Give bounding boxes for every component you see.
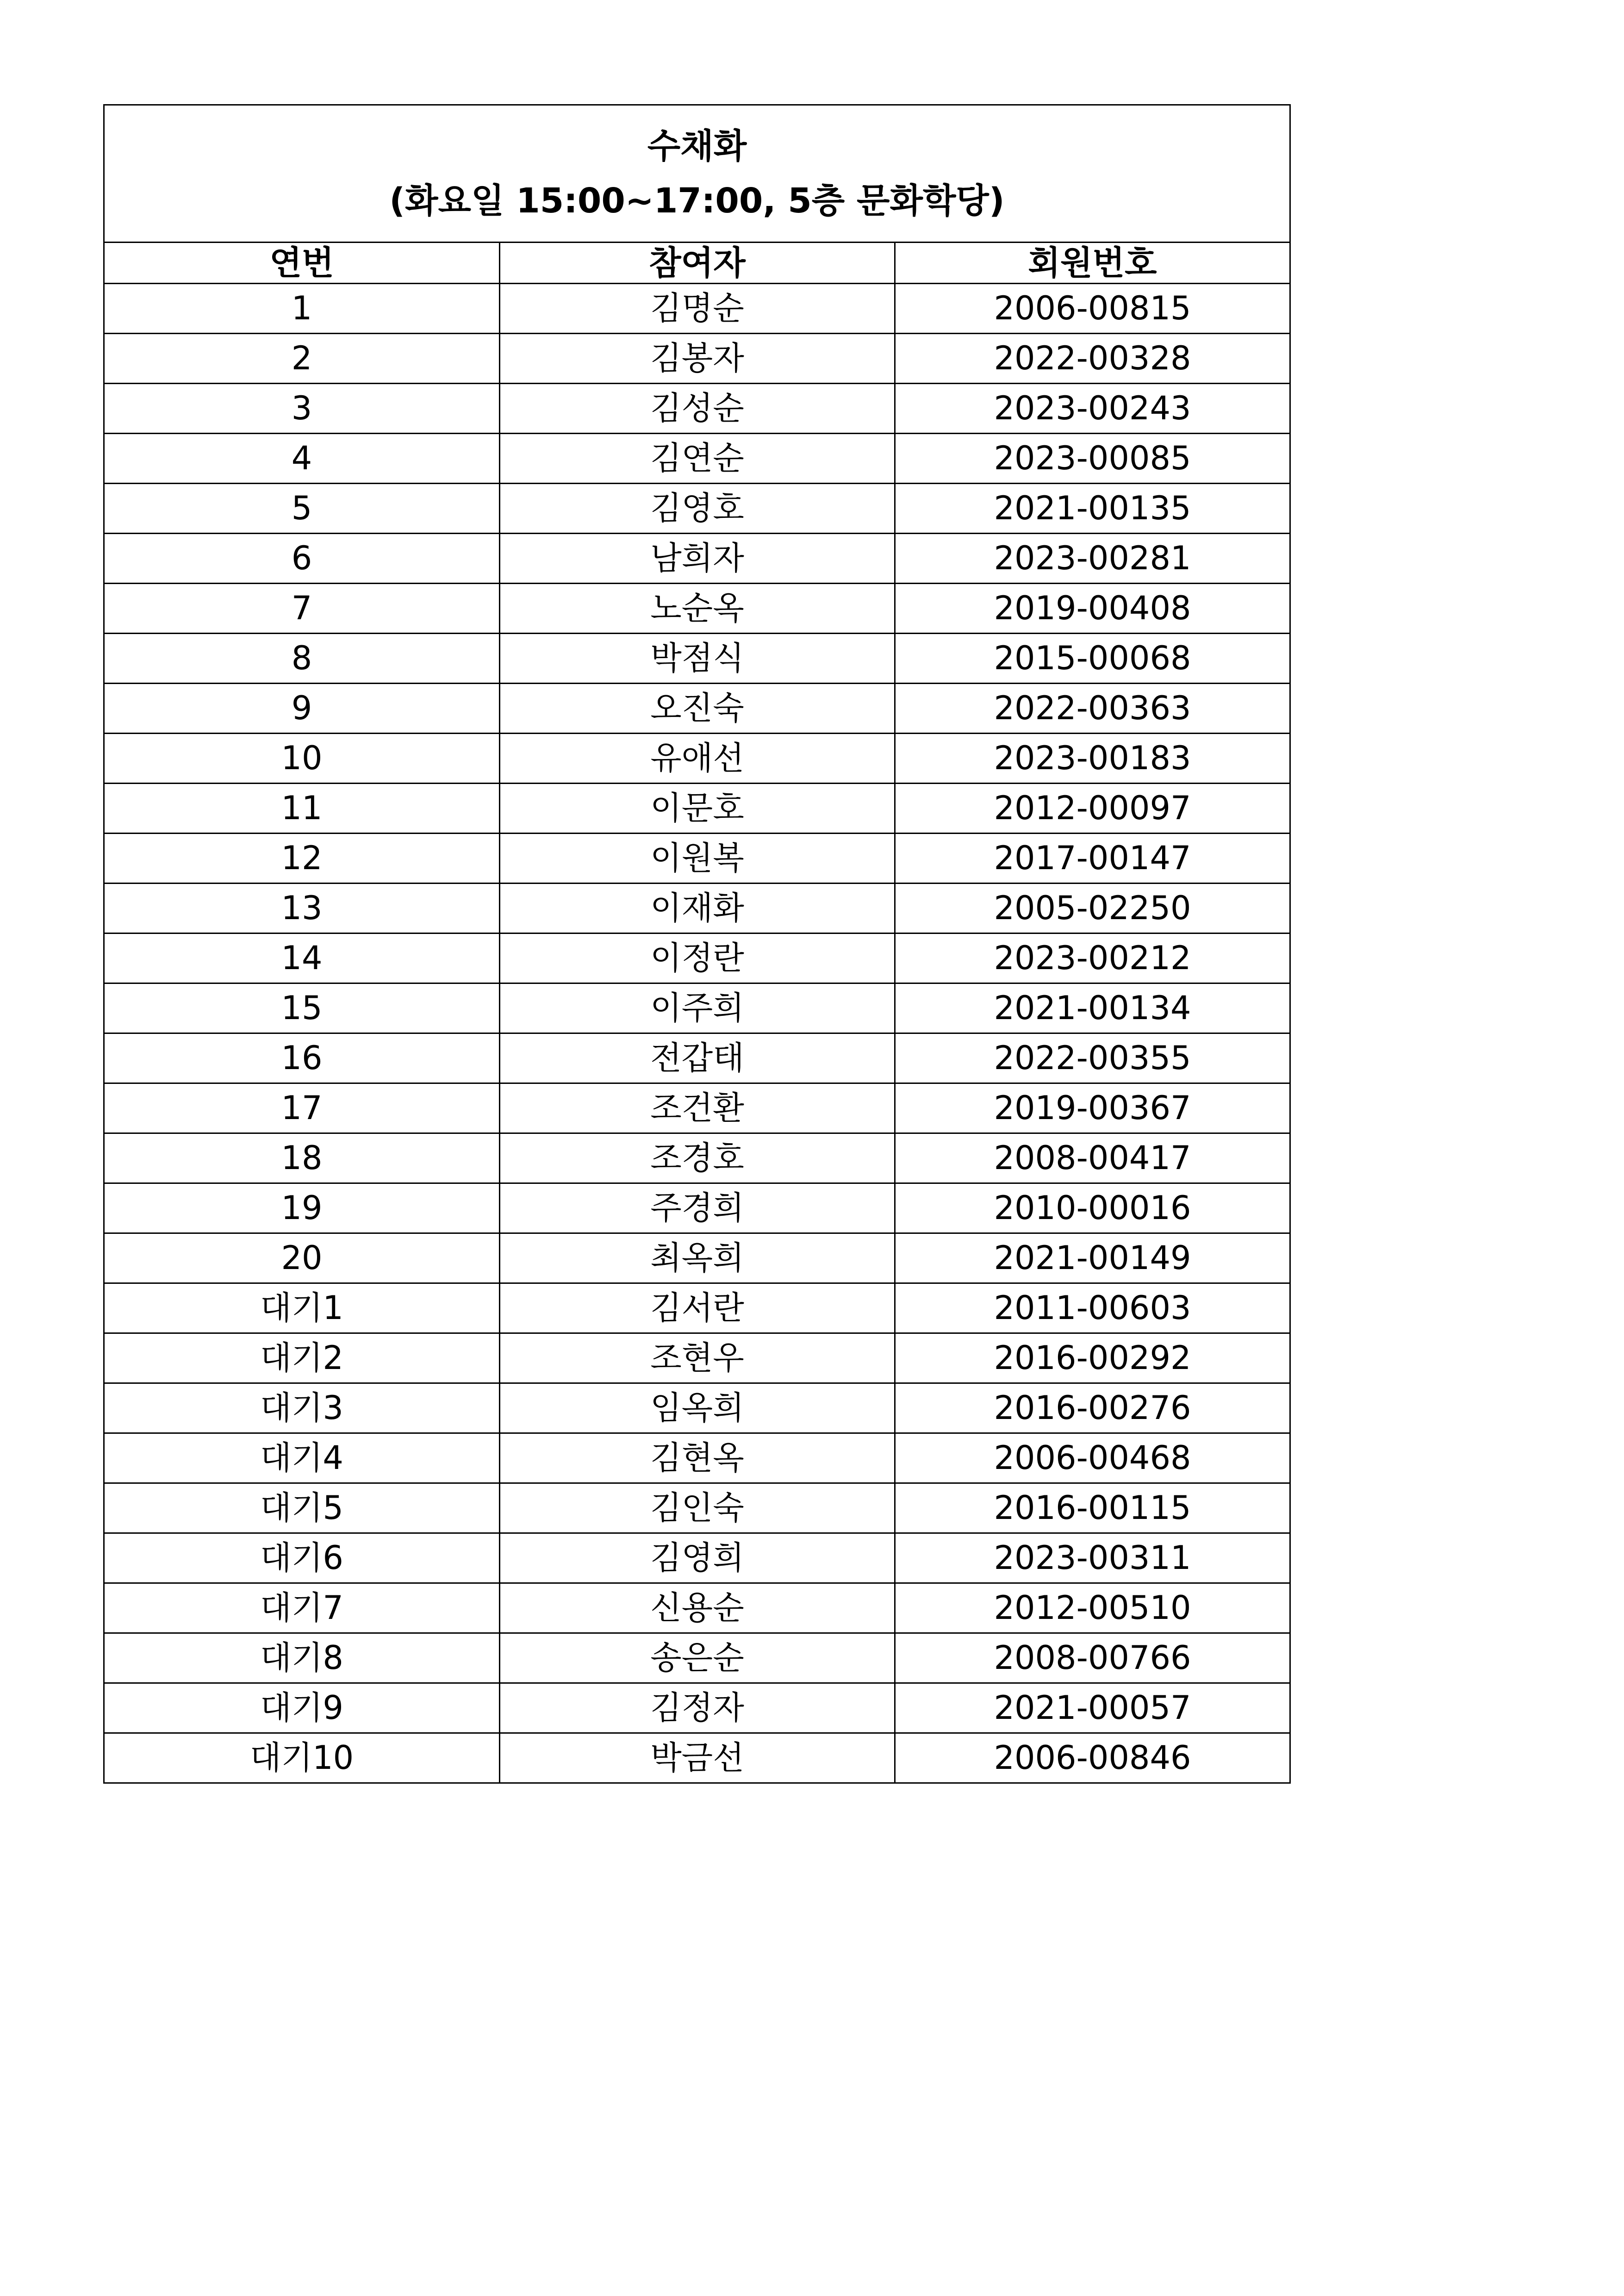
table-row [104,1233,1290,1283]
table-row [104,584,1290,634]
participant-name: 김명순 [500,284,895,334]
row-number: 8 [104,634,500,684]
row-number: 6 [104,534,500,584]
row-number: 16 [104,1033,500,1083]
row-number: 17 [104,1083,500,1133]
table-row [104,1733,1290,1783]
row-number: 7 [104,584,500,634]
header-number: 연번 [104,243,500,284]
member-id: 2008-00417 [895,1133,1290,1183]
table-row [104,1683,1290,1733]
table-row [104,334,1290,384]
table-row [104,434,1290,484]
participant-name: 송은순 [500,1633,895,1683]
member-id: 2012-00097 [895,784,1290,834]
row-number: 대기7 [104,1583,500,1633]
member-id: 2021-00057 [895,1683,1290,1733]
participant-name: 이재화 [500,884,895,933]
member-id: 2023-00243 [895,384,1290,434]
table-row [104,1583,1290,1633]
table-row [104,933,1290,983]
roster-table [103,104,1291,1784]
row-number: 13 [104,884,500,933]
row-number: 대기2 [104,1333,500,1383]
row-number: 5 [104,484,500,534]
row-number: 14 [104,933,500,983]
header-row [104,243,1290,284]
member-id: 2008-00766 [895,1633,1290,1683]
table-row [104,983,1290,1033]
table-row [104,1483,1290,1533]
participant-name: 김봉자 [500,334,895,384]
member-id: 2019-00408 [895,584,1290,634]
member-id: 2017-00147 [895,834,1290,884]
table-row [104,1433,1290,1483]
member-id: 2022-00363 [895,684,1290,734]
member-id: 2012-00510 [895,1583,1290,1633]
table-row [104,284,1290,334]
table-row [104,884,1290,933]
table-row [104,734,1290,784]
participant-name: 김서란 [500,1283,895,1333]
row-number: 9 [104,684,500,734]
participant-name: 조경호 [500,1133,895,1183]
participant-name: 이주희 [500,983,895,1033]
member-id: 2023-00281 [895,534,1290,584]
participant-name: 오진숙 [500,684,895,734]
participant-name: 김연순 [500,434,895,484]
row-number: 10 [104,734,500,784]
row-number: 대기9 [104,1683,500,1733]
member-id: 2006-00846 [895,1733,1290,1783]
member-id: 2021-00134 [895,983,1290,1033]
participant-name: 주경희 [500,1183,895,1233]
participant-name: 조현우 [500,1333,895,1383]
row-number: 대기3 [104,1383,500,1433]
roster-sheet [103,104,1289,1784]
participant-name: 김영호 [500,484,895,534]
header-member-id: 회원번호 [895,243,1290,284]
row-number: 2 [104,334,500,384]
table-row [104,1083,1290,1133]
member-id: 2006-00468 [895,1433,1290,1483]
participant-name: 이정란 [500,933,895,983]
table-row [104,1383,1290,1433]
title-cell [104,105,1290,243]
participant-name: 남희자 [500,534,895,584]
title-row [104,105,1290,243]
member-id: 2011-00603 [895,1283,1290,1333]
member-id: 2022-00328 [895,334,1290,384]
table-row [104,1333,1290,1383]
row-number: 12 [104,834,500,884]
row-number: 대기1 [104,1283,500,1333]
row-number: 대기4 [104,1433,500,1483]
member-id: 2016-00292 [895,1333,1290,1383]
participant-name: 임옥희 [500,1383,895,1433]
participant-name: 김영희 [500,1533,895,1583]
member-id: 2006-00815 [895,284,1290,334]
table-row [104,1033,1290,1083]
table-row [104,1183,1290,1233]
member-id: 2016-00276 [895,1383,1290,1433]
row-number: 20 [104,1233,500,1283]
table-row [104,834,1290,884]
member-id: 2023-00212 [895,933,1290,983]
participant-name: 박금선 [500,1733,895,1783]
participant-name: 신용순 [500,1583,895,1633]
table-row [104,534,1290,584]
class-title: 수채화 [647,126,747,166]
table-row [104,1283,1290,1333]
participant-name: 이문호 [500,784,895,834]
member-id: 2023-00183 [895,734,1290,784]
member-id: 2016-00115 [895,1483,1290,1533]
row-number: 대기10 [104,1733,500,1783]
table-row [104,1633,1290,1683]
row-number: 18 [104,1133,500,1183]
row-number: 15 [104,983,500,1033]
member-id: 2021-00135 [895,484,1290,534]
participant-name: 전갑태 [500,1033,895,1083]
participant-name: 김성순 [500,384,895,434]
row-number: 11 [104,784,500,834]
participant-name: 최옥희 [500,1233,895,1283]
row-number: 19 [104,1183,500,1233]
row-number: 대기6 [104,1533,500,1583]
member-id: 2023-00311 [895,1533,1290,1583]
row-number: 4 [104,434,500,484]
roster-body [104,284,1290,1783]
participant-name: 박점식 [500,634,895,684]
member-id: 2005-02250 [895,884,1290,933]
member-id: 2022-00355 [895,1033,1290,1083]
participant-name: 김인숙 [500,1483,895,1533]
row-number: 대기5 [104,1483,500,1533]
row-number: 1 [104,284,500,334]
participant-name: 노순옥 [500,584,895,634]
table-row [104,1133,1290,1183]
member-id: 2015-00068 [895,634,1290,684]
member-id: 2021-00149 [895,1233,1290,1283]
class-schedule: (화요일 15:00~17:00, 5층 문화학당) [389,181,1005,221]
row-number: 3 [104,384,500,434]
header-participant: 참여자 [500,243,895,284]
participant-name: 이원복 [500,834,895,884]
participant-name: 김정자 [500,1683,895,1733]
table-row [104,384,1290,434]
table-row [104,484,1290,534]
participant-name: 조건환 [500,1083,895,1133]
table-row [104,684,1290,734]
row-number: 대기8 [104,1633,500,1683]
participant-name: 유애선 [500,734,895,784]
member-id: 2019-00367 [895,1083,1290,1133]
member-id: 2023-00085 [895,434,1290,484]
table-row [104,1533,1290,1583]
table-row [104,634,1290,684]
table-row [104,784,1290,834]
participant-name: 김현옥 [500,1433,895,1483]
member-id: 2010-00016 [895,1183,1290,1233]
